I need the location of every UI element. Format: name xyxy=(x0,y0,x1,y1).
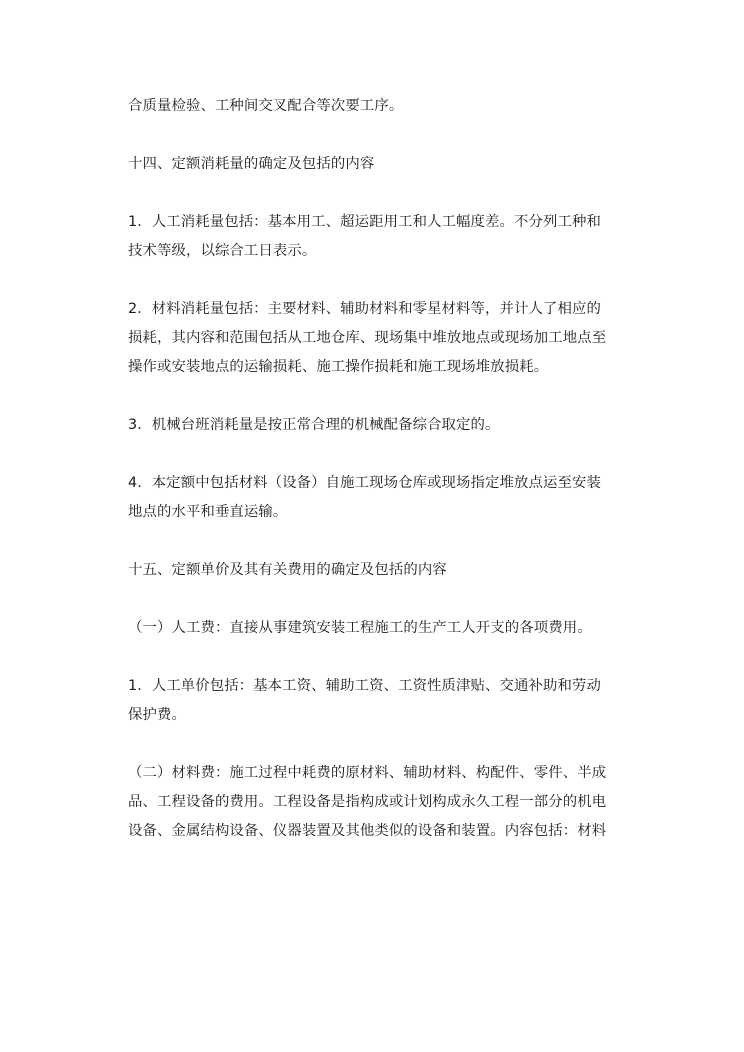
paragraph-item-3 xyxy=(128,411,628,440)
text-line: 十四、定额消耗量的确定及包括的内容 xyxy=(128,156,375,172)
text-line: 品、工程设备的费用。工程设备是指构成或计划构成永久工程一部分的机电 xyxy=(128,794,607,810)
text-line: 合质量检验、工种间交叉配合等次要工序。 xyxy=(128,98,404,114)
text-line: 十五、定额单价及其有关费用的确定及包括的内容 xyxy=(128,562,447,578)
text-line: 3．机械台班消耗量是按正常合理的机械配备综合取定的。 xyxy=(128,417,500,433)
document-body xyxy=(128,92,628,846)
paragraph-gap xyxy=(128,643,628,672)
text-line: 操作或安装地点的运输损耗、施工操作损耗和施工现场堆放损耗。 xyxy=(128,359,549,375)
text-line: 设备、金属结构设备、仪器装置及其他类似的设备和装置。内容包括：材料 xyxy=(128,823,607,839)
paragraph-continuation xyxy=(128,92,628,121)
text-line: 损耗，其内容和范围包括从工地仓库、现场集中堆放地点或现场加工地点至 xyxy=(128,330,607,346)
text-line: 1．人工单价包括：基本工资、辅助工资、工资性质津贴、交通补助和劳动 xyxy=(128,678,601,694)
paragraph-gap xyxy=(128,440,628,469)
text-line: （一）人工费：直接从事建筑安装工程施工的生产工人开支的各项费用。 xyxy=(128,620,592,636)
paragraph-gap xyxy=(128,179,628,208)
text-line: 技术等级，以综合工日表示。 xyxy=(128,243,317,259)
paragraph-gap xyxy=(128,266,628,295)
paragraph-labor-price xyxy=(128,672,628,730)
paragraph-item-1 xyxy=(128,208,628,266)
paragraph-gap xyxy=(128,527,628,556)
paragraph-material-cost xyxy=(128,759,628,846)
text-line: 2．材料消耗量包括：主要材料、辅助材料和零星材料等，并计人了相应的 xyxy=(128,301,601,317)
text-line: 4．本定额中包括材料（设备）自施工现场仓库或现场指定堆放点运至安装 xyxy=(128,475,601,491)
paragraph-gap xyxy=(128,730,628,759)
paragraph-item-4 xyxy=(128,469,628,527)
paragraph-labor-cost xyxy=(128,614,628,643)
section-heading-15 xyxy=(128,556,628,585)
paragraph-gap xyxy=(128,121,628,150)
text-line: （二）材料费：施工过程中耗费的原材料、辅助材料、构配件、零件、半成 xyxy=(128,765,607,781)
paragraph-gap xyxy=(128,382,628,411)
text-line: 地点的水平和垂直运输。 xyxy=(128,504,288,520)
paragraph-gap xyxy=(128,585,628,614)
paragraph-item-2 xyxy=(128,295,628,382)
section-heading-14 xyxy=(128,150,628,179)
text-line: 1．人工消耗量包括：基本用工、超运距用工和人工幅度差。不分列工种和 xyxy=(128,214,601,230)
text-line: 保护费。 xyxy=(128,707,186,723)
